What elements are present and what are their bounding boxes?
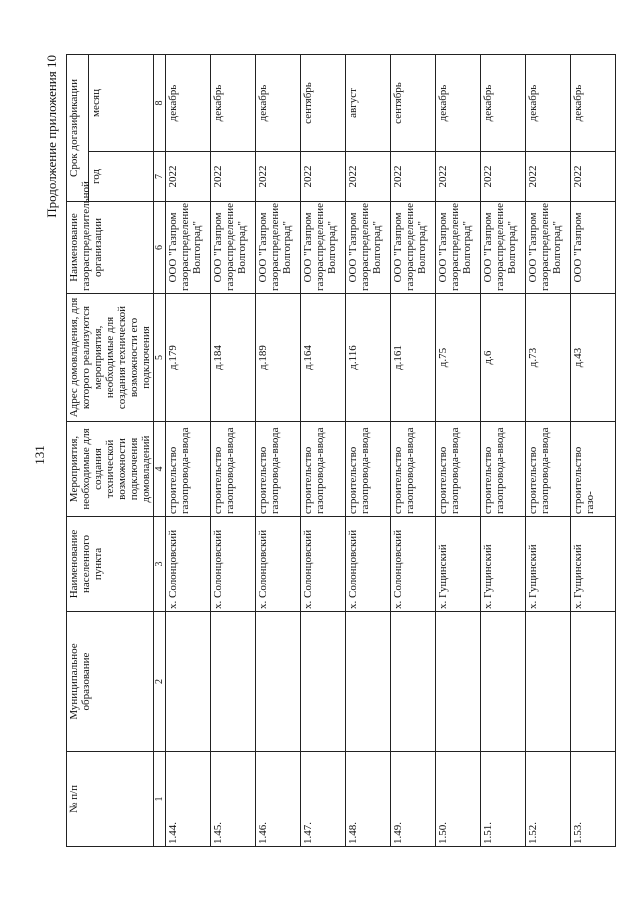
row-number: 1.45. xyxy=(211,752,256,847)
table-body xyxy=(166,54,616,846)
table-row xyxy=(481,54,526,846)
table-row xyxy=(256,54,301,846)
appendix-caption: Продолжение приложения 10 xyxy=(44,55,59,218)
column-number: 3 xyxy=(154,517,166,612)
row-number: 1.53. xyxy=(571,752,616,847)
header-deadline: Срок догазификации xyxy=(67,54,89,201)
row-measure: строительство газопровода-ввода xyxy=(211,422,256,517)
row-year: 2022 xyxy=(166,152,211,202)
row-year: 2022 xyxy=(346,152,391,202)
table-row xyxy=(571,54,616,846)
row-settlement: х. Солонцовский xyxy=(211,517,256,612)
row-address: д.179 xyxy=(166,294,211,422)
row-organization: ООО "Газпром газораспределение Волгоград" xyxy=(346,202,391,294)
row-settlement: х. Гущинский xyxy=(526,517,571,612)
row-organization: ООО "Газпром газораспределение Волгоград" xyxy=(526,202,571,294)
row-organization: ООО "Газпром газораспределение Волгоград" xyxy=(481,202,526,294)
column-number: 5 xyxy=(154,294,166,422)
row-measure: строительство газопровода-ввода xyxy=(481,422,526,517)
row-municipality xyxy=(346,612,391,752)
column-number: 1 xyxy=(154,752,166,847)
row-settlement: х. Солонцовский xyxy=(391,517,436,612)
row-municipality xyxy=(256,612,301,752)
row-municipality xyxy=(571,612,616,752)
row-number: 1.52. xyxy=(526,752,571,847)
row-number: 1.46. xyxy=(256,752,301,847)
table-row xyxy=(301,54,346,846)
row-address: д.189 xyxy=(256,294,301,422)
row-settlement: х. Солонцовский xyxy=(301,517,346,612)
row-month: декабрь xyxy=(526,54,571,151)
gasification-table xyxy=(66,54,616,847)
row-settlement: х. Солонцовский xyxy=(256,517,301,612)
row-municipality xyxy=(211,612,256,752)
row-address: д.184 xyxy=(211,294,256,422)
column-number: 6 xyxy=(154,202,166,294)
row-settlement: х. Гущинский xyxy=(571,517,616,612)
row-municipality xyxy=(481,612,526,752)
row-number: 1.50. xyxy=(436,752,481,847)
row-year: 2022 xyxy=(211,152,256,202)
row-municipality xyxy=(301,612,346,752)
column-number: 8 xyxy=(154,54,166,151)
row-address: д.73 xyxy=(526,294,571,422)
header-year: год xyxy=(89,152,154,202)
row-month: декабрь xyxy=(256,54,301,151)
row-organization: ООО "Газпром газораспределение Волгоград" xyxy=(436,202,481,294)
row-measure: строительство газопровода-ввода xyxy=(436,422,481,517)
row-address: д.43 xyxy=(571,294,616,422)
row-organization: ООО "Газпром газораспределение Волгоград" xyxy=(301,202,346,294)
row-organization: ООО "Газпром xyxy=(571,202,616,294)
table-row xyxy=(436,54,481,846)
row-measure: строительство газо- xyxy=(571,422,616,517)
page-number: 131 xyxy=(32,445,47,465)
row-year: 2022 xyxy=(301,152,346,202)
header-municipality: Муниципальное образование xyxy=(67,612,154,752)
row-month: сентябрь xyxy=(391,54,436,151)
table-row xyxy=(346,54,391,846)
row-settlement: х. Гущинский xyxy=(481,517,526,612)
row-year: 2022 xyxy=(436,152,481,202)
column-number: 2 xyxy=(154,612,166,752)
row-year: 2022 xyxy=(256,152,301,202)
row-year: 2022 xyxy=(571,152,616,202)
row-number: 1.44. xyxy=(166,752,211,847)
row-organization: ООО "Газпром газораспределение Волгоград" xyxy=(256,202,301,294)
row-year: 2022 xyxy=(481,152,526,202)
row-month: декабрь xyxy=(571,54,616,151)
header-settlement: Наименование населенного пункта xyxy=(67,517,154,612)
row-measure: строительство газопровода-ввода xyxy=(301,422,346,517)
table-row xyxy=(526,54,571,846)
row-number: 1.49. xyxy=(391,752,436,847)
row-address: д.164 xyxy=(301,294,346,422)
column-number-row xyxy=(154,54,166,846)
row-measure: строительство газопровода-ввода xyxy=(346,422,391,517)
header-organization: Наименование газораспределительной организации xyxy=(67,202,154,294)
row-address: д.75 xyxy=(436,294,481,422)
row-municipality xyxy=(391,612,436,752)
row-settlement: х. Солонцовский xyxy=(166,517,211,612)
row-number: 1.47. xyxy=(301,752,346,847)
row-month: декабрь xyxy=(166,54,211,151)
row-settlement: х. Солонцовский xyxy=(346,517,391,612)
header-address: Адрес домовладения, для которого реализуются мероприятия, необходимые для создания технической возможности его подключения xyxy=(67,294,154,422)
header-month: месяц xyxy=(89,54,154,151)
header-measures: Мероприятия, необходимые для создания технической возможности подключения домовладений xyxy=(67,422,154,517)
row-month: декабрь xyxy=(481,54,526,151)
table-row xyxy=(211,54,256,846)
row-measure: строительство газопровода-ввода xyxy=(256,422,301,517)
header-num: № п/п xyxy=(67,752,154,847)
row-organization: ООО "Газпром газораспределение Волгоград" xyxy=(166,202,211,294)
row-number: 1.51. xyxy=(481,752,526,847)
column-number: 4 xyxy=(154,422,166,517)
row-municipality xyxy=(436,612,481,752)
row-organization: ООО "Газпром газораспределение Волгоград" xyxy=(211,202,256,294)
table-row xyxy=(166,54,211,846)
row-address: д.6 xyxy=(481,294,526,422)
row-year: 2022 xyxy=(391,152,436,202)
row-month: сентябрь xyxy=(301,54,346,151)
column-number: 7 xyxy=(154,152,166,202)
row-address: д.116 xyxy=(346,294,391,422)
row-municipality xyxy=(166,612,211,752)
row-measure: строительство газопровода-ввода xyxy=(166,422,211,517)
row-month: декабрь xyxy=(211,54,256,151)
row-address: д.161 xyxy=(391,294,436,422)
row-month: август xyxy=(346,54,391,151)
row-settlement: х. Гущинский xyxy=(436,517,481,612)
row-year: 2022 xyxy=(526,152,571,202)
row-month: декабрь xyxy=(436,54,481,151)
row-organization: ООО "Газпром газораспределение Волгоград" xyxy=(391,202,436,294)
row-measure: строительство газопровода-ввода xyxy=(526,422,571,517)
table-row xyxy=(391,54,436,846)
row-municipality xyxy=(526,612,571,752)
row-number: 1.48. xyxy=(346,752,391,847)
row-measure: строительство газопровода-ввода xyxy=(391,422,436,517)
